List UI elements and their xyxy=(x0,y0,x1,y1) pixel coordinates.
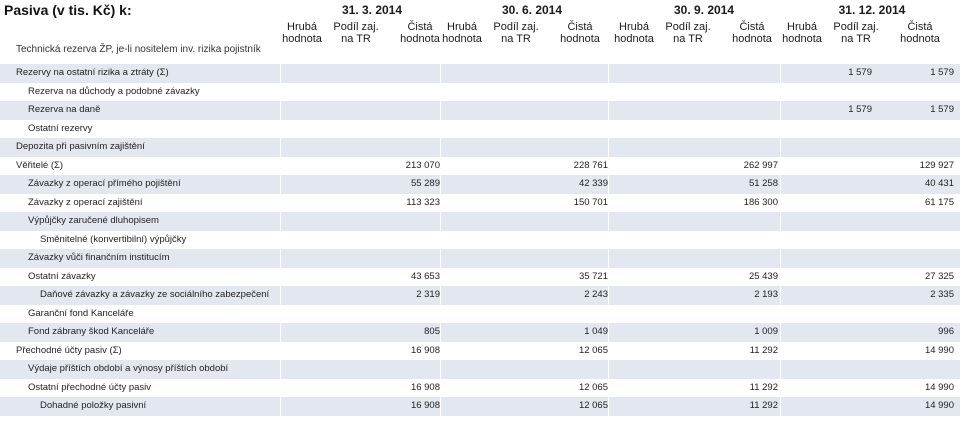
net-value-2: 35 721 xyxy=(578,270,608,282)
column-divider xyxy=(780,305,781,324)
column-divider xyxy=(440,305,441,324)
column-divider xyxy=(280,175,281,194)
row-label: Daňové závazky a závazky ze sociálního zabezpečení xyxy=(40,289,270,300)
table-row xyxy=(0,231,960,250)
column-divider xyxy=(608,286,609,305)
period-header-3: 30. 9. 2014 xyxy=(673,3,735,17)
table-row xyxy=(0,194,960,213)
column-divider xyxy=(280,157,281,176)
table-row xyxy=(0,342,960,361)
column-divider xyxy=(280,64,281,83)
net-value-4: 40 431 xyxy=(924,178,954,189)
column-divider xyxy=(608,305,609,324)
row-label: Fond zábrany škod Kanceláře xyxy=(28,326,155,337)
column-divider xyxy=(608,175,609,194)
row-label: Depozita při pasivním zajištění xyxy=(16,141,145,152)
table-row xyxy=(0,157,960,176)
column-divider xyxy=(780,286,781,305)
column-divider xyxy=(280,323,281,342)
net-value-1: 16 908 xyxy=(410,381,440,393)
column-divider xyxy=(280,138,281,157)
column-divider xyxy=(280,286,281,305)
net-value-2: 228 761 xyxy=(573,159,608,171)
table-row xyxy=(0,305,960,324)
column-divider xyxy=(440,397,441,416)
net-value-3: 51 258 xyxy=(748,178,778,189)
net-value-3: 1 009 xyxy=(754,326,778,337)
column-divider xyxy=(440,360,441,379)
column-divider xyxy=(608,64,609,83)
column-divider xyxy=(608,194,609,213)
row-label: Výpůjčky zaručené dluhopisem xyxy=(28,215,159,226)
net-value-4: 2 335 xyxy=(930,289,954,300)
net-value-1: 2 319 xyxy=(416,289,440,300)
column-header-4-1: Hrubá hodnota xyxy=(782,21,822,45)
column-divider xyxy=(440,323,441,342)
column-divider xyxy=(280,83,281,102)
column-header-1-3: Čistá hodnota xyxy=(400,21,440,45)
table-row xyxy=(0,64,960,83)
column-divider xyxy=(608,249,609,268)
net-value-1: 55 289 xyxy=(410,178,440,189)
column-divider xyxy=(280,120,281,139)
row-label: Rezerva na důchody a podobné závazky xyxy=(28,85,200,97)
column-divider xyxy=(280,379,281,398)
column-header-2-3: Čistá hodnota xyxy=(560,21,600,45)
net-value-4: 129 927 xyxy=(919,159,954,171)
net-value-3: 186 300 xyxy=(743,196,778,208)
column-divider xyxy=(780,231,781,250)
net-value-3: 11 292 xyxy=(749,381,778,393)
table-row xyxy=(0,379,960,398)
row-label: Přechodné účty pasiv (Σ) xyxy=(16,344,122,356)
table-row xyxy=(0,286,960,305)
net-value-4: 1 579 xyxy=(930,67,954,78)
column-header-3-1: Hrubá hodnota xyxy=(614,21,654,45)
column-divider xyxy=(440,175,441,194)
column-divider xyxy=(280,360,281,379)
net-value-4: 14 990 xyxy=(924,344,954,356)
column-divider xyxy=(780,101,781,120)
column-divider xyxy=(780,397,781,416)
row-label: Ostatní závazky xyxy=(28,270,96,282)
column-header-4-2: Podíl zaj. na TR xyxy=(833,21,879,45)
column-divider xyxy=(608,157,609,176)
table-row xyxy=(0,397,960,416)
column-divider xyxy=(780,249,781,268)
net-value-4: 14 990 xyxy=(924,400,954,411)
column-divider xyxy=(280,268,281,287)
net-value-2: 1 049 xyxy=(584,326,608,337)
net-value-1: 16 908 xyxy=(410,400,440,411)
column-divider xyxy=(440,286,441,305)
net-value-2: 12 065 xyxy=(578,381,608,393)
net-value-1: 113 323 xyxy=(406,196,440,208)
column-divider xyxy=(440,64,441,83)
column-divider xyxy=(608,231,609,250)
net-value-1: 213 070 xyxy=(405,159,440,171)
column-divider xyxy=(280,342,281,361)
column-header-1-1: Hrubá hodnota xyxy=(282,21,322,45)
net-value-2: 42 339 xyxy=(578,178,608,189)
table-row xyxy=(0,101,960,120)
net-value-1: 43 653 xyxy=(410,270,440,282)
table-row xyxy=(0,212,960,231)
column-divider xyxy=(280,249,281,268)
column-header-3-2: Podíl zaj. na TR xyxy=(665,21,711,45)
column-divider xyxy=(280,231,281,250)
row-label: Výdaje příštích období a výnosy příštích období xyxy=(28,363,229,374)
table-row xyxy=(0,249,960,268)
row-label: Rezerva na daně xyxy=(28,104,101,115)
column-divider xyxy=(780,194,781,213)
net-value-2: 12 065 xyxy=(578,344,608,356)
net-value-4: 27 325 xyxy=(924,270,954,282)
data-table xyxy=(0,64,960,416)
row-label: Směnitelné (konvertibilní) výpůjčky xyxy=(40,233,187,245)
column-divider xyxy=(440,212,441,231)
column-divider xyxy=(608,212,609,231)
column-divider xyxy=(608,323,609,342)
column-divider xyxy=(780,212,781,231)
row-label: Závazky vůči finančním institucím xyxy=(28,252,170,263)
column-divider xyxy=(440,83,441,102)
column-divider xyxy=(780,323,781,342)
column-header-2-1: Hrubá hodnota xyxy=(442,21,482,45)
column-divider xyxy=(440,157,441,176)
column-header-2-2: Podíl zaj. na TR xyxy=(493,21,539,45)
row-label: Závazky z operací zajištění xyxy=(28,196,143,208)
net-value-3: 25 439 xyxy=(748,270,778,282)
gross-value-4: 1 579 xyxy=(848,104,872,115)
column-divider xyxy=(280,194,281,213)
period-header-2: 30. 6. 2014 xyxy=(501,3,563,17)
column-divider xyxy=(440,120,441,139)
net-value-4: 14 990 xyxy=(924,381,954,393)
column-divider xyxy=(440,231,441,250)
net-value-3: 11 292 xyxy=(749,344,778,356)
net-value-2: 150 701 xyxy=(573,196,608,208)
net-value-1: 805 xyxy=(424,326,440,337)
net-value-4: 996 xyxy=(938,326,954,337)
column-divider xyxy=(780,268,781,287)
column-divider xyxy=(280,305,281,324)
column-divider xyxy=(780,360,781,379)
table-title: Pasiva (v tis. Kč) k: xyxy=(4,2,132,18)
column-header-3-3: Čistá hodnota xyxy=(732,21,772,45)
net-value-3: 2 193 xyxy=(754,289,778,300)
net-value-2: 12 065 xyxy=(578,400,608,411)
column-divider xyxy=(780,379,781,398)
column-divider xyxy=(280,101,281,120)
column-divider xyxy=(608,138,609,157)
column-divider xyxy=(608,83,609,102)
column-divider xyxy=(440,249,441,268)
row-label-first: Technická rezerva ŽP, je-li nositelem inv. rizika pojistník xyxy=(16,44,261,55)
column-divider xyxy=(780,342,781,361)
table-row xyxy=(0,268,960,287)
row-label: Závazky z operací přímého pojištění xyxy=(28,178,181,189)
column-divider xyxy=(780,64,781,83)
column-divider xyxy=(440,138,441,157)
column-divider xyxy=(780,138,781,157)
net-value-3: 262 997 xyxy=(743,159,778,171)
table-row xyxy=(0,175,960,194)
column-header-4-3: Čistá hodnota xyxy=(900,21,940,45)
period-header-1: 31. 3. 2014 xyxy=(341,3,403,17)
row-label: Dohadné položky pasivní xyxy=(40,400,147,411)
column-divider xyxy=(608,360,609,379)
column-divider xyxy=(440,268,441,287)
gross-value-4: 1 579 xyxy=(848,67,872,78)
column-header-1-2: Podíl zaj. na TR xyxy=(333,21,379,45)
table-row xyxy=(0,360,960,379)
net-value-4: 61 175 xyxy=(924,196,954,208)
column-divider xyxy=(440,194,441,213)
column-divider xyxy=(440,101,441,120)
table-header xyxy=(0,0,960,60)
net-value-4: 1 579 xyxy=(930,104,954,115)
column-divider xyxy=(608,268,609,287)
table-row xyxy=(0,120,960,139)
net-value-3: 11 292 xyxy=(749,400,778,411)
column-divider xyxy=(280,397,281,416)
column-divider xyxy=(608,101,609,120)
column-divider xyxy=(780,157,781,176)
column-divider xyxy=(608,397,609,416)
period-header-4: 31. 12. 2014 xyxy=(838,3,906,17)
net-value-2: 2 243 xyxy=(584,289,608,300)
column-divider xyxy=(780,175,781,194)
net-value-1: 16 908 xyxy=(410,344,440,356)
row-label: Ostatní přechodné účty pasiv xyxy=(28,381,152,393)
column-divider xyxy=(280,212,281,231)
column-divider xyxy=(780,83,781,102)
table-row xyxy=(0,138,960,157)
column-divider xyxy=(440,342,441,361)
table-row xyxy=(0,323,960,342)
row-label: Rezervy na ostatní rizika a ztráty (Σ) xyxy=(16,67,169,78)
column-divider xyxy=(440,379,441,398)
column-divider xyxy=(780,120,781,139)
column-divider xyxy=(608,379,609,398)
row-label: Ostatní rezervy xyxy=(28,122,93,134)
table-row xyxy=(0,83,960,102)
column-divider xyxy=(608,120,609,139)
row-label: Garanční fond Kanceláře xyxy=(28,307,134,319)
column-divider xyxy=(608,342,609,361)
row-label: Věřitelé (Σ) xyxy=(16,159,64,171)
